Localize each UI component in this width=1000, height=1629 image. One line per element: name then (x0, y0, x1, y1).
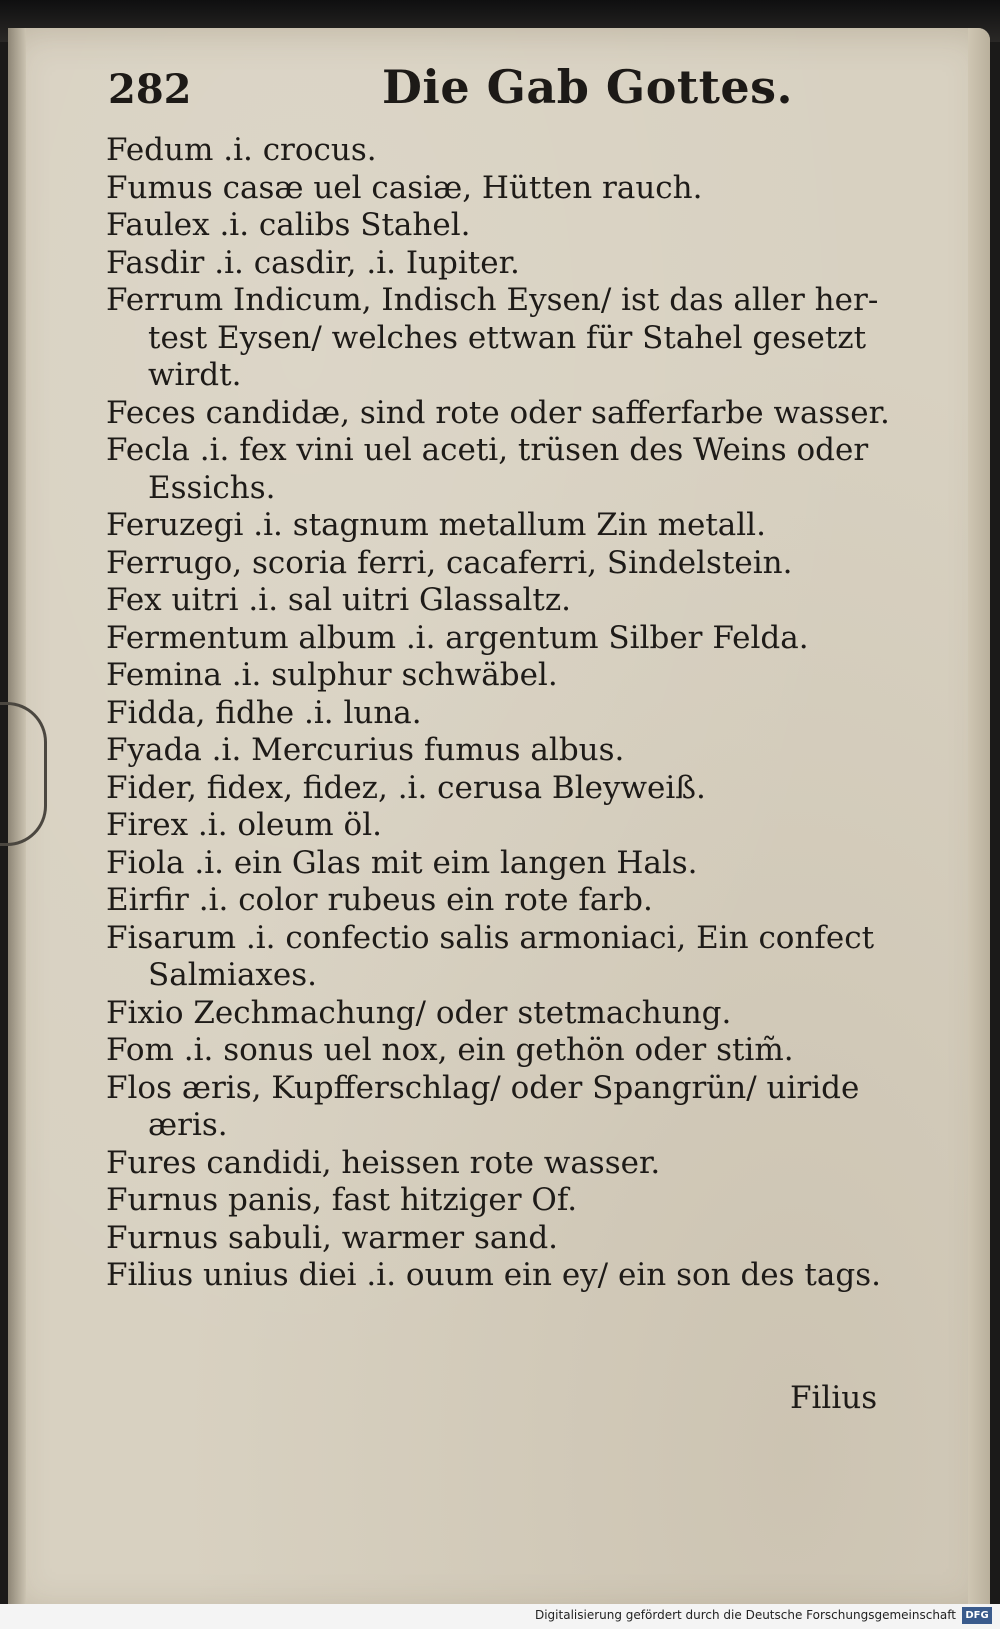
glossary-entry (106, 770, 896, 808)
entry-line: Filius unius diei .i. ouum ein ey/ ein son des tags. (106, 1257, 881, 1293)
entry-line: Fermentum album .i. argentum Silber Felda. (106, 619, 809, 656)
glossary-entries (106, 132, 896, 1295)
entry-line: Furnus panis, fast hitziger Of. (106, 1182, 578, 1218)
running-title: Die Gab Gottes. (382, 60, 794, 114)
entry-continuation-line: Essichs. (148, 469, 276, 506)
glossary-entry (106, 582, 896, 620)
digitization-footer (0, 1604, 1000, 1629)
entry-line: Fures candidi, heissen rote wasser. (106, 1144, 661, 1181)
catchword: Filius (790, 1380, 878, 1416)
page-number: 282 (108, 66, 192, 113)
entry-line: Flos æris, Kupfferschlag/ oder Spangrün/ uiride (106, 1069, 860, 1106)
entry-line: Fumus casæ uel casiæ, Hütten rauch. (106, 169, 703, 206)
glossary-entry (106, 620, 896, 658)
entry-line: Fecla .i. fex vini uel aceti, trüsen des Weins oder (106, 432, 869, 468)
glossary-entry (106, 282, 896, 395)
entry-line: Eirfir .i. color rubeus ein rote farb. (106, 882, 653, 918)
glossary-entry (106, 995, 896, 1033)
entry-continuation-line: Salmiaxes. (148, 957, 318, 993)
glossary-entry (106, 920, 896, 995)
entry-line: Fyada .i. Mercurius fumus albus. (106, 732, 625, 768)
entry-line: Feruzegi .i. stagnum metallum Zin metall. (106, 507, 766, 543)
entry-line: Fex uitri .i. sal uitri Glassaltz. (106, 582, 571, 618)
glossary-entry (106, 207, 896, 245)
glossary-entry (106, 1032, 896, 1070)
funding-credit: Digitalisierung gefördert durch die Deutsche Forschungsgemeinschaft (534, 1608, 956, 1622)
glossary-entry (106, 132, 896, 170)
glossary-entry (106, 882, 896, 920)
dfg-logo: DFG (962, 1607, 992, 1624)
entry-line: Fixio Zechmachung/ oder stetmachung. (106, 994, 732, 1031)
glossary-entry (106, 807, 896, 845)
entry-line: Ferrum Indicum, Indisch Eysen/ ist das aller her- (106, 282, 879, 318)
glossary-entry (106, 845, 896, 883)
entry-continuation-line: æris. (148, 1107, 228, 1143)
entry-line: Fisarum .i. confectio salis armoniaci, Ein confect (106, 919, 875, 956)
entry-line: Fedum .i. crocus. (106, 132, 377, 168)
glossary-entry (106, 1145, 896, 1183)
glossary-entry (106, 1182, 896, 1220)
entry-line: Faulex .i. calibs Stahel. (106, 207, 471, 243)
glossary-entry (106, 432, 896, 507)
glossary-entry (106, 657, 896, 695)
page-header (100, 58, 890, 128)
entry-line: Feces candidæ, sind rote oder safferfarbe wasser. (106, 394, 890, 431)
glossary-entry (106, 507, 896, 545)
glossary-entry (106, 1257, 896, 1295)
entry-line: Furnus sabuli, warmer sand. (106, 1219, 559, 1256)
glossary-entry (106, 395, 896, 433)
glossary-entry (106, 732, 896, 770)
entry-line: Fom .i. sonus uel nox, ein gethön oder stim̃. (106, 1032, 794, 1068)
entry-line: Femina .i. sulphur schwäbel. (106, 657, 558, 693)
glossary-entry (106, 170, 896, 208)
glossary-entry (106, 545, 896, 583)
entry-line: Fidda, fidhe .i. luna. (106, 694, 422, 731)
glossary-entry (106, 245, 896, 283)
glossary-entry (106, 1220, 896, 1258)
entry-continuation-line: test Eysen/ welches ettwan für Stahel gesetzt (148, 319, 867, 356)
entry-line: Fiola .i. ein Glas mit eim langen Hals. (106, 844, 698, 881)
page-fore-edge (968, 28, 990, 1616)
entry-line: Ferrugo, scoria ferri, cacaferri, Sindelstein. (106, 544, 793, 581)
binding-clasp (0, 702, 47, 846)
entry-line: Firex .i. oleum öl. (106, 807, 382, 843)
glossary-entry (106, 695, 896, 733)
entry-line: Fasdir .i. casdir, .i. Iupiter. (106, 244, 520, 281)
entry-line: Fider, fidex, fidez, .i. cerusa Bleyweiß. (106, 769, 706, 806)
glossary-entry (106, 1070, 896, 1145)
entry-continuation-line: wirdt. (148, 357, 242, 393)
